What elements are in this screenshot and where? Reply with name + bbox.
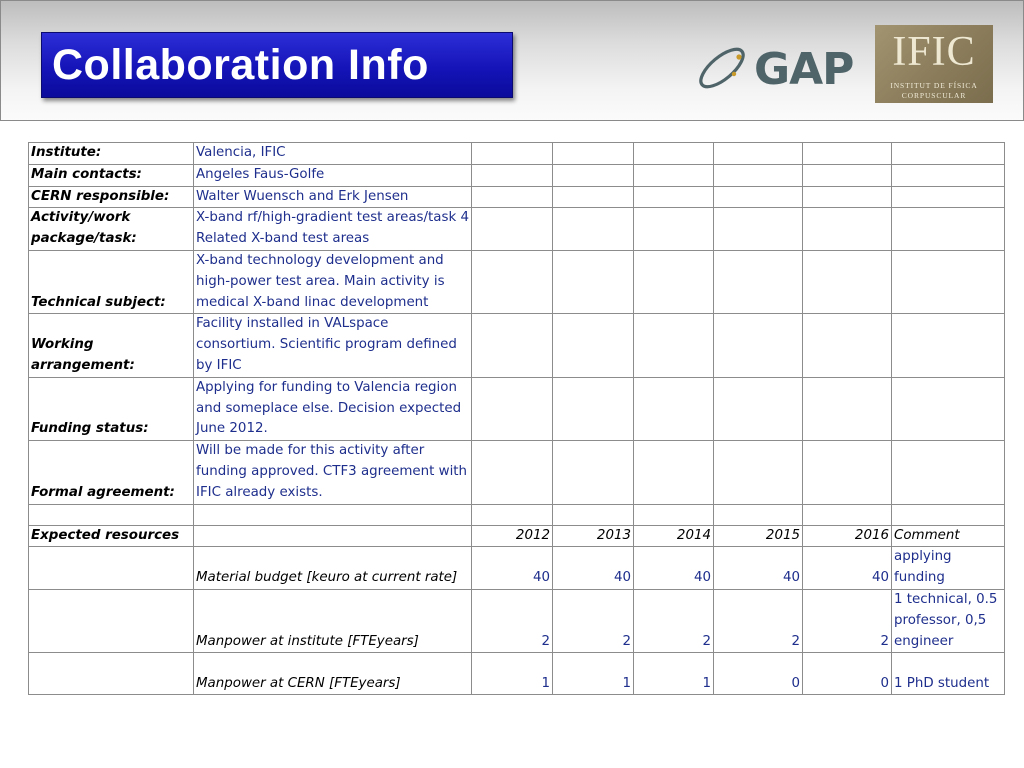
year-header: 2013 bbox=[553, 525, 634, 547]
resource-comment: 1 technical, 0.5 professor, 0,5 engineer bbox=[892, 589, 1005, 652]
row-label: Main contacts: bbox=[29, 164, 194, 186]
table-row-empty bbox=[29, 504, 1005, 525]
resource-value: 2 bbox=[472, 589, 553, 652]
resource-comment: 1 PhD student bbox=[892, 653, 1005, 695]
row-label: Funding status: bbox=[29, 377, 194, 440]
row-value: X-band technology development and high-power test area. Main activity is medical X-band linac development bbox=[194, 250, 472, 313]
table-row-funding-status bbox=[29, 377, 1005, 440]
year-header: 2016 bbox=[803, 525, 892, 547]
slide-header bbox=[0, 0, 1024, 121]
table-row-institute bbox=[29, 143, 1005, 165]
resource-row-manpower-cern bbox=[29, 653, 1005, 695]
resource-value: 40 bbox=[553, 547, 634, 590]
page-title: Collaboration Info bbox=[52, 41, 429, 89]
resource-name: Material budget [keuro at current rate] bbox=[194, 547, 472, 590]
table-row-formal-agreement bbox=[29, 441, 1005, 504]
resource-name: Manpower at institute [FTEyears] bbox=[194, 589, 472, 652]
row-label: Institute: bbox=[29, 143, 194, 165]
resource-value: 0 bbox=[803, 653, 892, 695]
row-value: Applying for funding to Valencia region and someplace else. Decision expected June 2012. bbox=[194, 377, 472, 440]
table-row-working-arrangement bbox=[29, 314, 1005, 377]
row-label: CERN responsible: bbox=[29, 186, 194, 208]
ific-logo-subtitle-1: INSTITUT DE FÍSICA bbox=[890, 81, 978, 90]
row-value: Angeles Faus-Golfe bbox=[194, 164, 472, 186]
table-row-contacts bbox=[29, 164, 1005, 186]
resource-value: 40 bbox=[714, 547, 803, 590]
resource-value: 1 bbox=[553, 653, 634, 695]
resource-value: 2 bbox=[553, 589, 634, 652]
row-label: Working arrangement: bbox=[29, 314, 194, 377]
resource-value: 2 bbox=[634, 589, 714, 652]
row-label: Technical subject: bbox=[29, 250, 194, 313]
ific-logo-subtitle-2: CORPUSCULAR bbox=[901, 91, 967, 100]
year-header: 2015 bbox=[714, 525, 803, 547]
resource-value: 40 bbox=[803, 547, 892, 590]
gap-logo-text: GAP bbox=[754, 44, 854, 95]
row-value: Facility installed in VALspace consortium. Scientific program defined by IFIC bbox=[194, 314, 472, 377]
gap-logo bbox=[694, 35, 866, 97]
resource-comment: applying funding bbox=[892, 547, 1005, 590]
row-value: X-band rf/high-gradient test areas/task 4 Related X-band test areas bbox=[194, 208, 472, 251]
row-value: Will be made for this activity after funding approved. CTF3 agreement with IFIC already exists. bbox=[194, 441, 472, 504]
resource-value: 40 bbox=[472, 547, 553, 590]
row-value: Walter Wuensch and Erk Jensen bbox=[194, 186, 472, 208]
resource-value: 2 bbox=[803, 589, 892, 652]
resources-label: Expected resources bbox=[29, 525, 194, 547]
row-label: Formal agreement: bbox=[29, 441, 194, 504]
year-header: 2014 bbox=[634, 525, 714, 547]
resources-header-row bbox=[29, 525, 1005, 547]
resource-name: Manpower at CERN [FTEyears] bbox=[194, 653, 472, 695]
ific-logo bbox=[875, 25, 993, 103]
resource-value: 1 bbox=[634, 653, 714, 695]
row-value: Valencia, IFIC bbox=[194, 143, 472, 165]
resource-value: 2 bbox=[714, 589, 803, 652]
table-row-cern-responsible bbox=[29, 186, 1005, 208]
resource-value: 40 bbox=[634, 547, 714, 590]
ific-logo-text: IFIC bbox=[892, 29, 976, 75]
table-row-activity bbox=[29, 208, 1005, 251]
table-row-technical-subject bbox=[29, 250, 1005, 313]
resource-value: 1 bbox=[472, 653, 553, 695]
collaboration-table bbox=[28, 142, 1005, 695]
resource-row-material-budget bbox=[29, 547, 1005, 590]
year-header: 2012 bbox=[472, 525, 553, 547]
resource-value: 0 bbox=[714, 653, 803, 695]
comment-header: Comment bbox=[892, 525, 1005, 547]
title-banner bbox=[41, 32, 513, 98]
resource-row-manpower-institute bbox=[29, 589, 1005, 652]
row-label: Activity/work package/task: bbox=[29, 208, 194, 251]
